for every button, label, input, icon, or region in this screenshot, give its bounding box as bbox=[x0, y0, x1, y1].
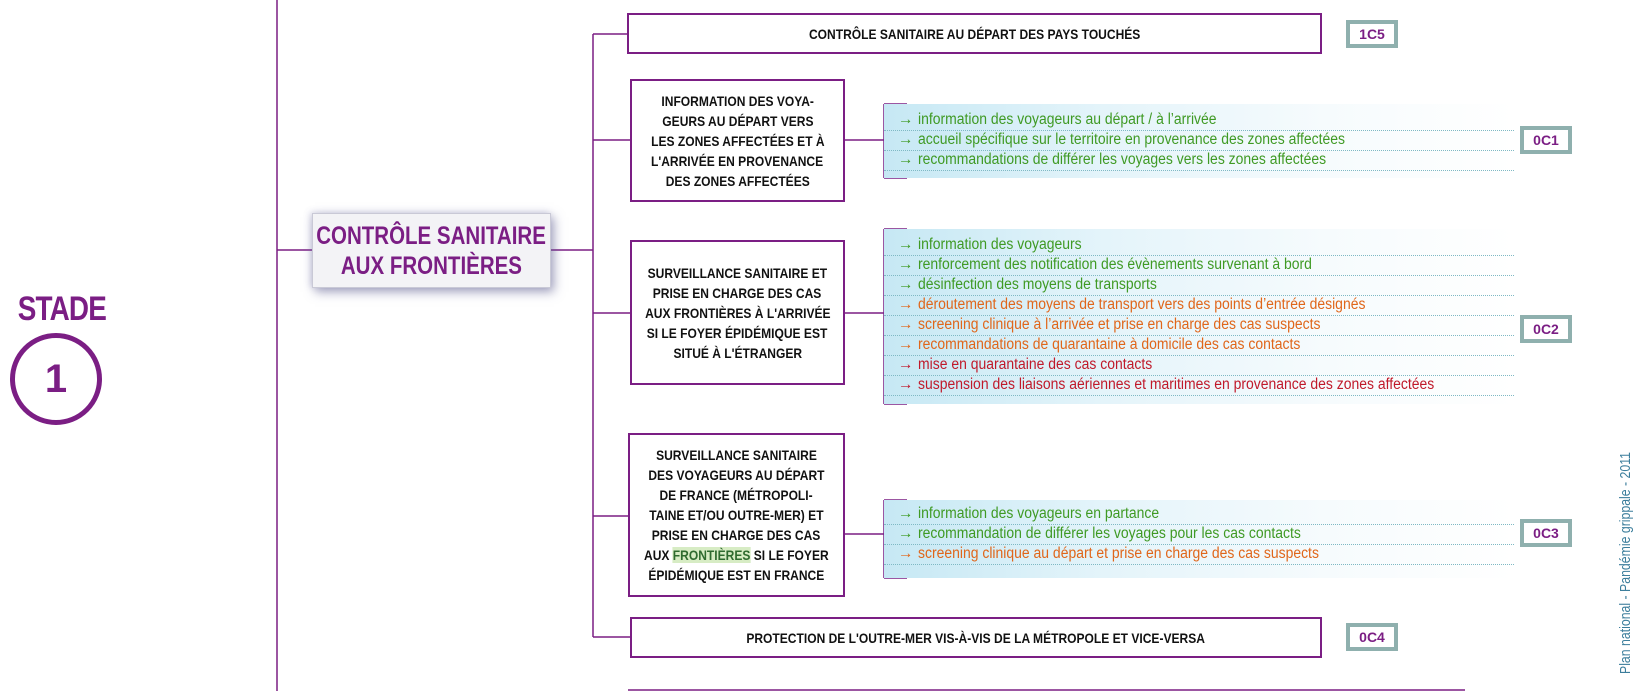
measure-item: → renforcement des notification des évènements survenant à bord bbox=[884, 255, 1514, 276]
stade-label: STADE bbox=[17, 290, 107, 328]
code-tag: 0C2 bbox=[1520, 315, 1572, 343]
measure-item: → déroutement des moyens de transport vers des points d’entrée désignés bbox=[884, 295, 1514, 316]
code-tag: 0C4 bbox=[1346, 623, 1398, 651]
branch-box-departure-control: CONTRÔLE SANITAIRE AU DÉPART DES PAYS TOUCHÉS bbox=[627, 13, 1322, 54]
measures-panel-0c3 bbox=[884, 500, 1514, 578]
measure-item: → recommandation de différer les voyages pour les cas contacts bbox=[884, 524, 1514, 545]
code-tag: 0C1 bbox=[1520, 126, 1572, 154]
main-title-line-2: AUX FRONTIÈRES bbox=[340, 251, 523, 280]
stade-number-badge: 1 bbox=[10, 333, 102, 425]
measure-item: → mise en quarantaine des cas contacts bbox=[884, 355, 1514, 376]
measure-item: → screening clinique à l’arrivée et prise en charge des cas suspects bbox=[884, 315, 1514, 336]
branch-box-overseas-protection: PROTECTION DE L'OUTRE-MER VIS-À-VIS DE LA MÉTROPOLE ET VICE-VERSA bbox=[630, 617, 1322, 658]
measures-panel-0c2 bbox=[884, 229, 1514, 404]
measure-item: → accueil spécifique sur le territoire en provenance des zones affectées bbox=[884, 130, 1514, 151]
main-title-line-1: CONTRÔLE SANITAIRE bbox=[316, 221, 547, 250]
side-note: Plan national - Pandémie grippale - 2011 bbox=[1617, 451, 1634, 674]
measure-item: → désinfection des moyens de transports bbox=[884, 275, 1514, 296]
measures-panel-0c1 bbox=[884, 104, 1514, 178]
measure-item: → information des voyageurs en partance bbox=[884, 504, 1514, 525]
branch-box-arrival-surveillance: SURVEILLANCE SANITAIRE ET PRISE EN CHARGE DES CAS AUX FRONTIÈRES À L'ARRIVÉE SI LE FOYER ÉPIDÉMIQUE EST SITUÉ À L'ÉTRANGER bbox=[630, 240, 845, 385]
branch-box-departure-surveillance: SURVEILLANCE SANITAIRE DES VOYAGEURS AU DÉPART DE FRANCE (MÉTROPOLI- TAINE ET/OU OUTRE-MER) ET PRISE EN CHARGE DES CAS AUX FRONTIÈRES SI LE FOYER ÉPIDÉMIQUE EST EN FRANCE bbox=[628, 433, 845, 597]
measure-item: → information des voyageurs bbox=[884, 235, 1514, 256]
main-topic-box bbox=[312, 213, 551, 288]
measure-item: → recommandations de quarantaine à domicile des cas contacts bbox=[884, 335, 1514, 356]
code-tag: 1C5 bbox=[1346, 20, 1398, 48]
code-tag: 0C3 bbox=[1520, 519, 1572, 547]
measure-item: → suspension des liaisons aériennes et maritimes en provenance des zones affectées bbox=[884, 375, 1514, 396]
measure-item: → screening clinique au départ et prise en charge des cas suspects bbox=[884, 544, 1514, 565]
measure-item: → recommandations de différer les voyages vers les zones affectées bbox=[884, 150, 1514, 171]
branch-box-traveler-information: INFORMATION DES VOYA- GEURS AU DÉPART VERS LES ZONES AFFECTÉES ET À L'ARRIVÉE EN PROVENANCE DES ZONES AFFECTÉES bbox=[630, 79, 845, 202]
measure-item: → information des voyageurs au départ / à l’arrivée bbox=[884, 110, 1514, 131]
